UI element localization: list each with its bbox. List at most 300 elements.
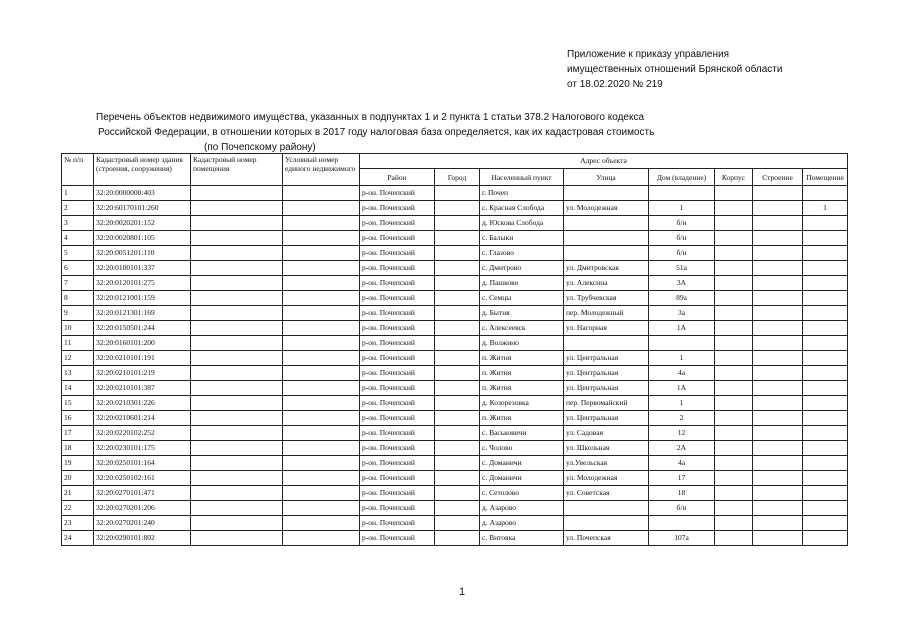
cell-pom [803, 456, 848, 471]
cell-locality: д. Азарово [480, 516, 564, 531]
cell-korpus [715, 276, 753, 291]
cell-pom [803, 336, 848, 351]
table-row [62, 261, 848, 276]
cell-locality: п. Житня [480, 366, 564, 381]
cell-street: ул. Садовая [564, 426, 649, 441]
table-row [62, 351, 848, 366]
cell-house: 1 [649, 351, 715, 366]
page-number: 1 [459, 586, 466, 598]
cell-house: 3А [649, 276, 715, 291]
cell-cad2 [191, 531, 283, 546]
cell-num: 23 [62, 516, 94, 531]
cell-stroenie [753, 246, 803, 261]
cell-stroenie [753, 201, 803, 216]
cell-street [564, 246, 649, 261]
cell-korpus [715, 306, 753, 321]
cell-street: ул. Нагорная [564, 321, 649, 336]
cell-cond [283, 501, 360, 516]
cell-locality: п. Житня [480, 381, 564, 396]
cell-district: р-он. Почепский [360, 411, 435, 426]
cell-stroenie [753, 411, 803, 426]
cell-cad2 [191, 231, 283, 246]
cell-pom [803, 486, 848, 501]
cell-stroenie [753, 456, 803, 471]
cell-city [435, 186, 480, 201]
table-body [62, 186, 848, 546]
cell-district: р-он. Почепский [360, 291, 435, 306]
cell-street: ул. Центральная [564, 381, 649, 396]
cell-house: 107а [649, 531, 715, 546]
cell-num: 21 [62, 486, 94, 501]
table-row [62, 411, 848, 426]
cell-cond [283, 261, 360, 276]
cell-cad2 [191, 261, 283, 276]
cell-stroenie [753, 216, 803, 231]
cell-locality: д. Волжино [480, 336, 564, 351]
cell-locality: с. Алексеевск [480, 321, 564, 336]
cell-city [435, 246, 480, 261]
cell-korpus [715, 291, 753, 306]
cell-street: ул. Советская [564, 486, 649, 501]
cell-house: 3а [649, 306, 715, 321]
cell-cad2 [191, 276, 283, 291]
cell-city [435, 276, 480, 291]
cell-cad: 32:20:0250102:161 [94, 471, 191, 486]
cell-cad: 32:20:0020801:105 [94, 231, 191, 246]
cell-street [564, 516, 649, 531]
cell-num: 4 [62, 231, 94, 246]
cell-cad2 [191, 516, 283, 531]
cell-cond [283, 381, 360, 396]
cell-cad2 [191, 291, 283, 306]
cell-pom [803, 246, 848, 261]
cell-num: 18 [62, 441, 94, 456]
header-house: Дом (владение) [649, 169, 715, 186]
cell-district: р-он. Почепский [360, 471, 435, 486]
cell-cad2 [191, 321, 283, 336]
appendix-note [567, 47, 827, 92]
cell-cad2 [191, 246, 283, 261]
cell-cad: 32:20:0210301:226 [94, 396, 191, 411]
cell-house [649, 186, 715, 201]
cell-cad: 32:20:0210101:191 [94, 351, 191, 366]
cell-stroenie [753, 486, 803, 501]
cell-cond [283, 246, 360, 261]
cell-num: 10 [62, 321, 94, 336]
cell-cond [283, 531, 360, 546]
cell-pom [803, 471, 848, 486]
table-row [62, 426, 848, 441]
cell-num: 13 [62, 366, 94, 381]
table-row [62, 321, 848, 336]
cell-city [435, 456, 480, 471]
cell-pom [803, 291, 848, 306]
cell-korpus [715, 486, 753, 501]
header-cadastral-room: Кадастровый номер помещения [191, 154, 283, 186]
cell-num: 6 [62, 261, 94, 276]
cell-num: 5 [62, 246, 94, 261]
cell-district: р-он. Почепский [360, 276, 435, 291]
cell-pom [803, 321, 848, 336]
cell-district: р-он. Почепский [360, 501, 435, 516]
cell-cad2 [191, 306, 283, 321]
cell-street [564, 336, 649, 351]
cell-stroenie [753, 531, 803, 546]
appendix-line-1: Приложение к приказу управления [567, 49, 729, 60]
cell-cad: 32:20:0000000:403 [94, 186, 191, 201]
cell-cad: 32:20:0121301:169 [94, 306, 191, 321]
cell-cad: 32:20:0230101:175 [94, 441, 191, 456]
cell-cad2 [191, 441, 283, 456]
cell-cad: 32:20:0121001:159 [94, 291, 191, 306]
cell-district: р-он. Почепский [360, 396, 435, 411]
cell-cad: 32:20:0250101:164 [94, 456, 191, 471]
cell-cond [283, 441, 360, 456]
cell-num: 19 [62, 456, 94, 471]
cell-korpus [715, 381, 753, 396]
cell-house: 1А [649, 381, 715, 396]
table-row [62, 381, 848, 396]
cell-cond [283, 201, 360, 216]
cell-cad: 32:20:0020201:152 [94, 216, 191, 231]
cell-cad: 32:20:0210601:214 [94, 411, 191, 426]
cell-house: 4а [649, 366, 715, 381]
cell-street: ул.Увельская [564, 456, 649, 471]
cell-cad2 [191, 486, 283, 501]
cell-cad2 [191, 396, 283, 411]
cell-city [435, 501, 480, 516]
title-line-2: Российской Федерации, в отношении которых в 2017 году налоговая база определяется, как их кадастровая стоимость [98, 127, 655, 138]
cell-pom [803, 351, 848, 366]
header-district: Район [360, 169, 435, 186]
table-row [62, 441, 848, 456]
cell-street: ул. Молодежная [564, 201, 649, 216]
cell-cad: 32:20:60170101:260 [94, 201, 191, 216]
cell-num: 9 [62, 306, 94, 321]
cell-district: р-он. Почепский [360, 486, 435, 501]
cell-city [435, 201, 480, 216]
cell-stroenie [753, 276, 803, 291]
cell-cad2 [191, 201, 283, 216]
cell-cond [283, 516, 360, 531]
cell-cad2 [191, 411, 283, 426]
cell-stroenie [753, 321, 803, 336]
cell-street: ул. Дмитровская [564, 261, 649, 276]
header-address: Адрес объекта [360, 154, 848, 169]
cell-korpus [715, 411, 753, 426]
cell-district: р-он. Почепский [360, 306, 435, 321]
header-num: № п/п [62, 154, 94, 186]
cell-cad: 32:20:0290101:802 [94, 531, 191, 546]
cell-cond [283, 231, 360, 246]
cell-city [435, 306, 480, 321]
cell-korpus [715, 471, 753, 486]
cell-num: 2 [62, 201, 94, 216]
table-row [62, 486, 848, 501]
cell-cond [283, 456, 360, 471]
cell-locality: с. Доманичи [480, 471, 564, 486]
cell-house: 1 [649, 201, 715, 216]
cell-pom [803, 261, 848, 276]
cell-stroenie [753, 441, 803, 456]
table-row [62, 336, 848, 351]
cell-locality: с. Сетолово [480, 486, 564, 501]
cell-district: р-он. Почепский [360, 351, 435, 366]
cell-house [649, 336, 715, 351]
cell-stroenie [753, 186, 803, 201]
table-row [62, 471, 848, 486]
cell-num: 3 [62, 216, 94, 231]
cell-cad: 32:20:0220102:252 [94, 426, 191, 441]
cell-korpus [715, 321, 753, 336]
cell-street: ул. Центральная [564, 366, 649, 381]
cell-locality: с. Глазово [480, 246, 564, 261]
cell-korpus [715, 246, 753, 261]
cell-locality: д. Пашково [480, 276, 564, 291]
table-row [62, 516, 848, 531]
cell-street: ул. Центральная [564, 351, 649, 366]
cell-district: р-он. Почепский [360, 441, 435, 456]
cell-pom [803, 441, 848, 456]
cell-cad: 32:20:0270101:471 [94, 486, 191, 501]
cell-num: 22 [62, 501, 94, 516]
table-row [62, 231, 848, 246]
header-locality: Населенный пункт [480, 169, 564, 186]
cell-locality: г. Почеп [480, 186, 564, 201]
cell-pom [803, 186, 848, 201]
cell-cad2 [191, 216, 283, 231]
cell-district: р-он. Почепский [360, 246, 435, 261]
table-row [62, 456, 848, 471]
cell-korpus [715, 456, 753, 471]
cell-num: 7 [62, 276, 94, 291]
header-cadastral-building: Кадастровый номер здания (строения, сооружения) [94, 154, 191, 186]
cell-stroenie [753, 426, 803, 441]
cell-korpus [715, 501, 753, 516]
table-row [62, 246, 848, 261]
cell-cond [283, 306, 360, 321]
cell-stroenie [753, 501, 803, 516]
cell-korpus [715, 261, 753, 276]
table-row [62, 366, 848, 381]
cell-street: ул. Алексина [564, 276, 649, 291]
cell-locality: п. Житня [480, 351, 564, 366]
cell-cad2 [191, 336, 283, 351]
cell-city [435, 291, 480, 306]
cell-pom [803, 516, 848, 531]
cell-street: пер. Первомайский [564, 396, 649, 411]
cell-locality: д. Азарово [480, 501, 564, 516]
cell-locality: с. Семцы [480, 291, 564, 306]
cell-city [435, 486, 480, 501]
cell-pom [803, 411, 848, 426]
table-row [62, 291, 848, 306]
cell-korpus [715, 426, 753, 441]
cell-locality: д. Козорезовка [480, 396, 564, 411]
cell-locality: с. Васьковичи [480, 426, 564, 441]
cell-cond [283, 276, 360, 291]
cell-stroenie [753, 231, 803, 246]
cell-house: б/н [649, 501, 715, 516]
appendix-line-2: имущественных отношений Брянской области [567, 64, 783, 75]
cell-cond [283, 471, 360, 486]
cell-stroenie [753, 351, 803, 366]
cell-korpus [715, 531, 753, 546]
cell-house: 18 [649, 486, 715, 501]
cell-city [435, 351, 480, 366]
cell-cond [283, 336, 360, 351]
cell-korpus [715, 366, 753, 381]
cell-stroenie [753, 516, 803, 531]
cell-cond [283, 186, 360, 201]
cell-street [564, 186, 649, 201]
cell-locality: д. Юскова Слобода [480, 216, 564, 231]
cell-korpus [715, 351, 753, 366]
cell-district: р-он. Почепский [360, 216, 435, 231]
cell-cond [283, 426, 360, 441]
cell-house: 1А [649, 321, 715, 336]
cell-stroenie [753, 336, 803, 351]
cell-pom: 1 [803, 201, 848, 216]
cell-num: 8 [62, 291, 94, 306]
cell-cond [283, 366, 360, 381]
cell-cad: 32:20:0210101:387 [94, 381, 191, 396]
cell-city [435, 321, 480, 336]
cell-house: б/н [649, 231, 715, 246]
cell-cond [283, 321, 360, 336]
cell-stroenie [753, 396, 803, 411]
cell-house: 89а [649, 291, 715, 306]
cell-city [435, 261, 480, 276]
cell-house: 1 [649, 396, 715, 411]
cell-district: р-он. Почепский [360, 321, 435, 336]
cell-korpus [715, 336, 753, 351]
table-row [62, 201, 848, 216]
cell-cond [283, 486, 360, 501]
cell-locality: с. Красная Слобода [480, 201, 564, 216]
cell-num: 1 [62, 186, 94, 201]
cell-num: 16 [62, 411, 94, 426]
cell-district: р-он. Почепский [360, 531, 435, 546]
table-row [62, 501, 848, 516]
cell-district: р-он. Почепский [360, 336, 435, 351]
cell-city [435, 336, 480, 351]
cell-stroenie [753, 471, 803, 486]
table-row [62, 216, 848, 231]
cell-street [564, 231, 649, 246]
cell-city [435, 216, 480, 231]
cell-pom [803, 531, 848, 546]
cell-street: ул. Почепская [564, 531, 649, 546]
cell-korpus [715, 516, 753, 531]
cell-cad: 32:20:0160101:200 [94, 336, 191, 351]
cell-street: ул. Трубчевская [564, 291, 649, 306]
cell-street: ул. Школьная [564, 441, 649, 456]
cell-cad: 32:20:0150501:244 [94, 321, 191, 336]
cell-pom [803, 306, 848, 321]
cell-district: р-он. Почепский [360, 516, 435, 531]
cell-cad: 32:20:0120101:275 [94, 276, 191, 291]
cell-num: 17 [62, 426, 94, 441]
header-street: Улица [564, 169, 649, 186]
cell-house [649, 516, 715, 531]
header-city: Город [435, 169, 480, 186]
cell-pom [803, 381, 848, 396]
cell-district: р-он. Почепский [360, 456, 435, 471]
table-row [62, 186, 848, 201]
cell-house: 17 [649, 471, 715, 486]
cell-stroenie [753, 291, 803, 306]
cell-cad: 32:20:0100101:337 [94, 261, 191, 276]
cell-district: р-он. Почепский [360, 186, 435, 201]
cell-city [435, 441, 480, 456]
table-row [62, 306, 848, 321]
cell-house: б/н [649, 246, 715, 261]
cell-city [435, 396, 480, 411]
header-building: Корпус [715, 169, 753, 186]
table-row [62, 531, 848, 546]
cell-street [564, 216, 649, 231]
cell-house: 51а [649, 261, 715, 276]
cell-pom [803, 366, 848, 381]
cell-korpus [715, 396, 753, 411]
cell-stroenie [753, 261, 803, 276]
cell-cad: 32:20:0051201:110 [94, 246, 191, 261]
cell-cad2 [191, 426, 283, 441]
cell-num: 11 [62, 336, 94, 351]
cell-cond [283, 396, 360, 411]
cell-cad2 [191, 471, 283, 486]
cell-district: р-он. Почепский [360, 261, 435, 276]
cell-korpus [715, 231, 753, 246]
cell-cond [283, 216, 360, 231]
table-row [62, 396, 848, 411]
cell-stroenie [753, 306, 803, 321]
cell-district: р-он. Почепский [360, 381, 435, 396]
cell-cad: 32:20:0270201:206 [94, 501, 191, 516]
cell-pom [803, 231, 848, 246]
cell-district: р-он. Почепский [360, 231, 435, 246]
cell-pom [803, 276, 848, 291]
cell-korpus [715, 186, 753, 201]
cell-street: ул. Молодежная [564, 471, 649, 486]
cell-locality: с. Чолово [480, 441, 564, 456]
cell-house: 4а [649, 456, 715, 471]
appendix-date-line: от 18.02.2020 № 219 [567, 79, 663, 90]
cell-cad2 [191, 186, 283, 201]
header-structure: Строение [753, 169, 803, 186]
cell-cad2 [191, 456, 283, 471]
cell-district: р-он. Почепский [360, 201, 435, 216]
cell-locality: с. Дмитрово [480, 261, 564, 276]
cell-num: 20 [62, 471, 94, 486]
cell-num: 12 [62, 351, 94, 366]
document-title [96, 110, 746, 155]
cell-korpus [715, 441, 753, 456]
cell-house: 2 [649, 411, 715, 426]
cell-street: ул. Центральная [564, 411, 649, 426]
cell-house: 2А [649, 441, 715, 456]
cell-city [435, 516, 480, 531]
cell-cond [283, 411, 360, 426]
cell-city [435, 381, 480, 396]
cell-pom [803, 426, 848, 441]
cell-locality: с. Доманичи [480, 456, 564, 471]
cell-city [435, 531, 480, 546]
cell-num: 24 [62, 531, 94, 546]
cell-city [435, 366, 480, 381]
cell-city [435, 231, 480, 246]
